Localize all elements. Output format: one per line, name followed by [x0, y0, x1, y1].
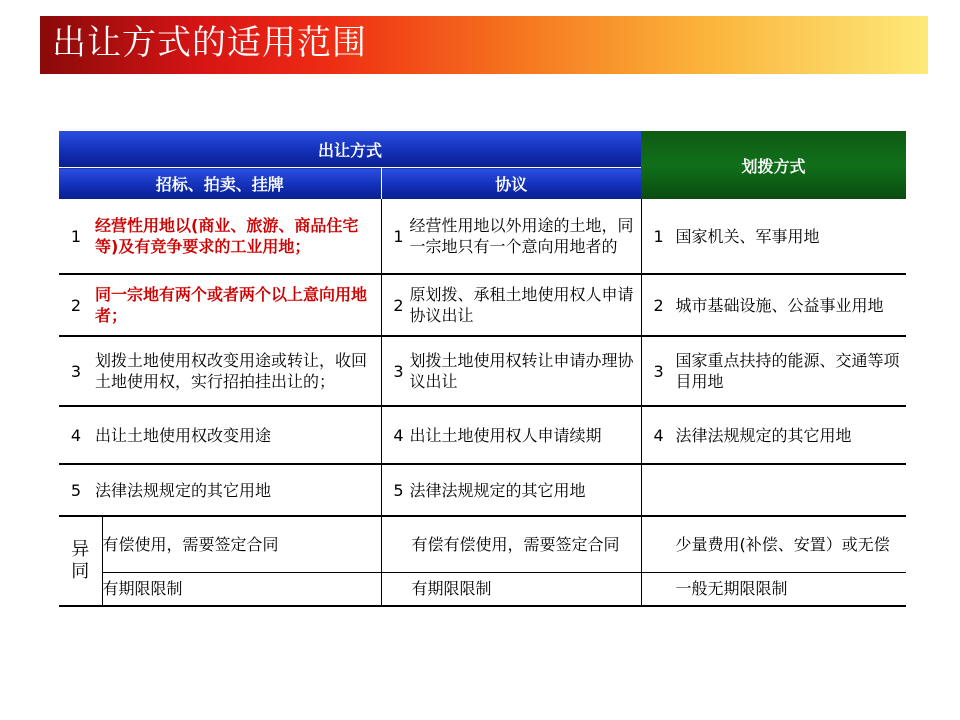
cell-text: 法律法规规定的其它用地 [409, 480, 586, 500]
cell-allocation: 一般无期限限制 [641, 572, 906, 606]
cell-agreement [381, 406, 641, 464]
cell-tender [59, 406, 381, 464]
cell-text: 原划拨、承租土地使用权人申请协议出让 [409, 285, 634, 325]
table-row [59, 199, 906, 274]
row-number: 3 [70, 361, 82, 381]
table-row [59, 406, 906, 464]
cell-text: 同一宗地有两个或者两个以上意向用地者； [95, 285, 368, 325]
cell-text: 国家重点扶持的能源、交通等项目用地 [675, 351, 900, 391]
cell-tender [59, 199, 381, 274]
row-number: 5 [70, 480, 82, 500]
cell-allocation [641, 464, 906, 516]
row-number: 2 [70, 295, 82, 315]
cell-allocation: 少量费用(补偿、安置）或无偿 [641, 516, 906, 572]
row-number: 2 [653, 295, 664, 315]
cell-agreement [381, 464, 641, 516]
cell-allocation [641, 336, 906, 406]
row-number: 4 [70, 425, 82, 445]
header-transfer-methods: 出让方式 [59, 131, 641, 168]
cell-tender [59, 336, 381, 406]
land-transfer-table [59, 131, 906, 607]
diff-label-top: 异 [71, 539, 90, 560]
row-number: 2 [393, 295, 404, 315]
title-bar [40, 16, 928, 74]
cell-agreement [381, 336, 641, 406]
diff-label-bottom: 同 [71, 561, 90, 582]
cell-tender: 有期限限制 [102, 572, 381, 606]
diff-row-term [59, 572, 906, 606]
cell-text: 法律法规规定的其它用地 [95, 480, 272, 500]
header-tender-auction-listing: 招标、拍卖、挂牌 [59, 168, 381, 200]
cell-tender [59, 274, 381, 336]
cell-text: 出让土地使用权人申请续期 [409, 425, 602, 445]
row-number: 1 [653, 226, 664, 246]
cell-text: 经营性用地以外用途的土地，同一宗地只有一个意向用地者的 [409, 216, 634, 256]
cell-allocation [641, 406, 906, 464]
cell-text: 城市基础设施、公益事业用地 [675, 295, 884, 315]
cell-text: 出让土地使用权改变用途 [95, 425, 272, 445]
header-row-1 [59, 131, 906, 168]
cell-text: 国家机关、军事用地 [675, 226, 820, 246]
cell-agreement [381, 274, 641, 336]
cell-text: 法律法规规定的其它用地 [675, 425, 852, 445]
row-number: 1 [70, 226, 82, 246]
row-number: 5 [393, 480, 404, 500]
cell-text: 划拨土地使用权转让申请办理协议出让 [409, 351, 634, 391]
table-row [59, 336, 906, 406]
table-row [59, 464, 906, 516]
table-row [59, 274, 906, 336]
row-number: 3 [393, 361, 404, 381]
row-number: 1 [393, 226, 404, 246]
header-agreement: 协议 [381, 168, 641, 200]
cell-agreement [381, 199, 641, 274]
cell-tender [59, 464, 381, 516]
cell-text: 经营性用地以(商业、旅游、商品住宅等)及有竞争要求的工业用地； [95, 216, 359, 256]
page-title: 出让方式的适用范围 [52, 23, 367, 63]
row-number: 4 [653, 425, 664, 445]
row-number: 3 [653, 361, 664, 381]
header-allocation-method: 划拨方式 [641, 131, 906, 199]
cell-agreement: 有偿有偿使用，需要签定合同 [381, 516, 641, 572]
diff-label [59, 516, 102, 606]
cell-tender: 有偿使用，需要签定合同 [102, 516, 381, 572]
cell-text: 划拨土地使用权改变用途或转让，收回土地使用权，实行招拍挂出让的； [95, 351, 368, 391]
diff-row-payment [59, 516, 906, 572]
cell-agreement: 有期限限制 [381, 572, 641, 606]
cell-allocation [641, 199, 906, 274]
cell-allocation [641, 274, 906, 336]
row-number: 4 [393, 425, 404, 445]
